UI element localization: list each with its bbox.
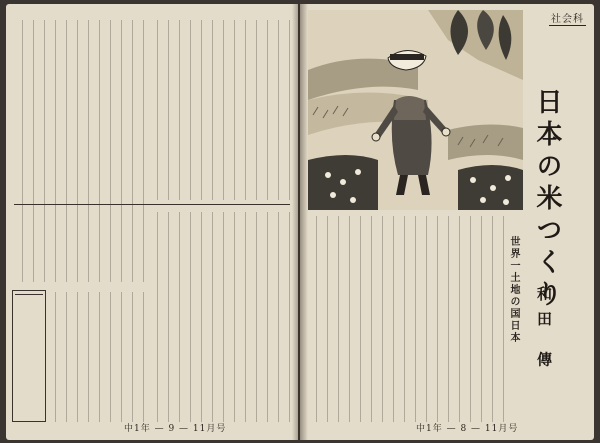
section-tag: 社会科 <box>549 10 586 26</box>
author-name: 和田 傳 <box>535 286 553 377</box>
divider-line <box>14 204 290 205</box>
left-page <box>6 4 298 440</box>
farmer-illustration <box>308 10 523 210</box>
teacher-note-box <box>12 290 46 422</box>
article-title: 日本の米つくり <box>532 88 562 312</box>
body-text-block-upper-right <box>156 20 290 200</box>
left-page-footer: 中1年 — 9 — 11月号 <box>124 424 227 434</box>
body-text-block-upper-left <box>14 20 144 282</box>
teacher-note-label <box>15 293 43 295</box>
body-text-block-lower-left <box>50 292 144 422</box>
right-page-footer: 中1年 — 8 — 11月号 <box>416 424 519 434</box>
article-subtitle: 世界一土地の国日本 <box>508 236 519 344</box>
right-page <box>300 4 594 440</box>
body-text-block-lower-right <box>156 212 290 422</box>
article-body-text <box>308 216 504 422</box>
